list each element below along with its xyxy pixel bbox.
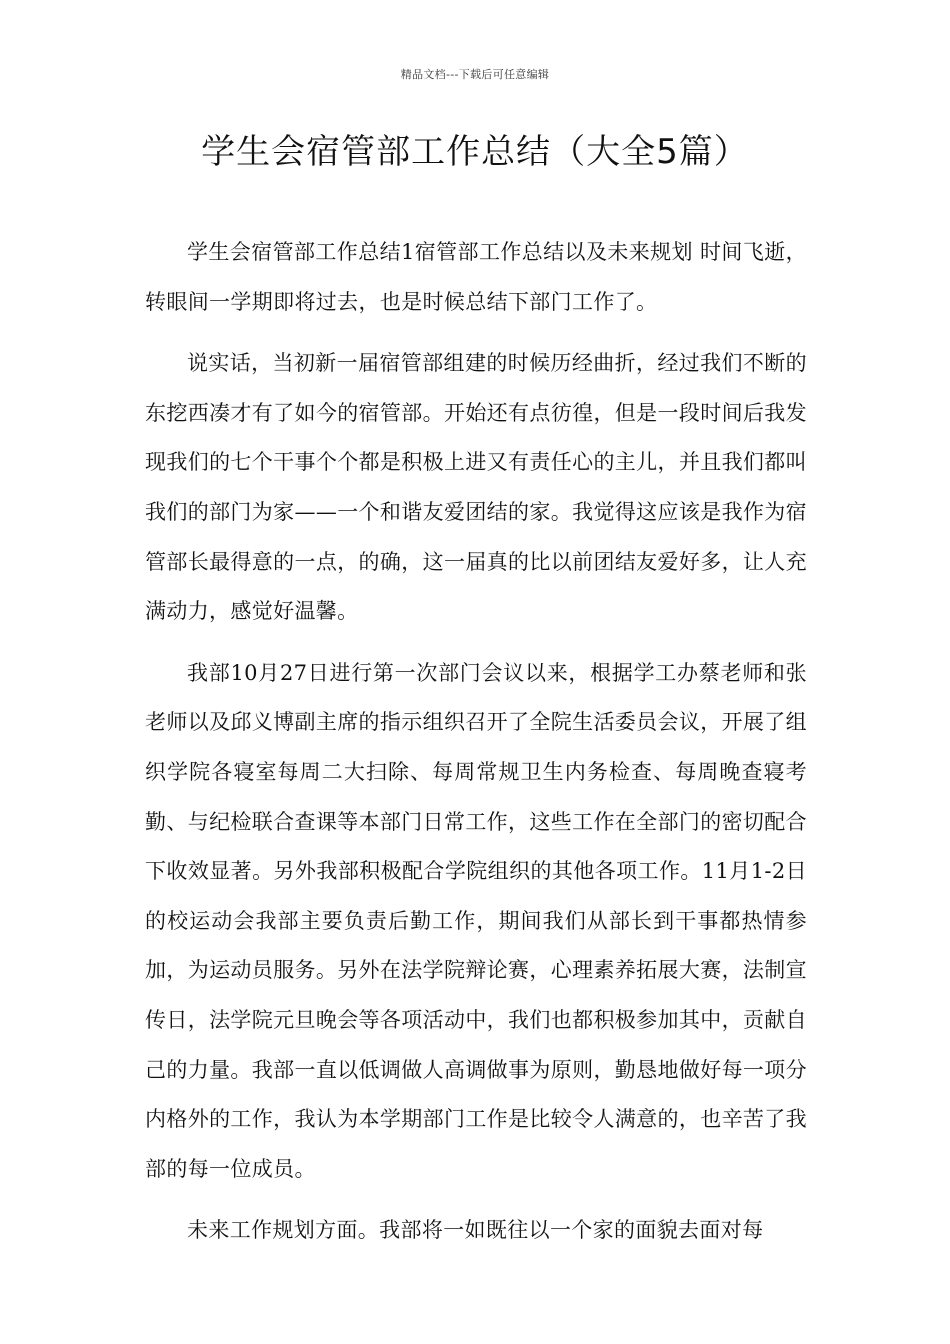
paragraph-2: 说实话，当初新一届宿管部组建的时候历经曲折，经过我们不断的东挖西凑才有了如今的宿管部。开始还有点彷徨，但是一段时间后我发现我们的七个干事个个都是积极上进又有责任心的主儿，并且我们都叫我们的部门为家——一个和谐友爱团结的家。我觉得这应该是我作为宿管部长最得意的一点，的确，这一届真的比以前团结友爱好多，让人充满动力，感觉好温馨。 [145, 351, 807, 624]
header-note: 精品文档---下载后可任意编辑 [400, 68, 550, 81]
paragraph-4: 未来工作规划方面。我部将一如既往以一个家的面貌去面对每 [187, 1218, 764, 1243]
paragraph-1: 学生会宿管部工作总结1宿管部工作总结以及未来规划 时间飞逝，转眼间一学期即将过去，也是时候总结下部门工作了。 [145, 240, 807, 314]
document-body [145, 228, 807, 1268]
paragraph-3: 我部10月27日进行第一次部门会议以来，根据学工办蔡老师和张老师以及邱义博副主席的指示组织召开了全院生活委员会议，开展了组织学院各寝室每周二大扫除、每周常规卫生内务检查、每周晚查寝考勤、与纪检联合查课等本部门日常工作，这些工作在全部门的密切配合下收效显著。另外我部积极配合学院组织的其他各项工作。11月1-2日的校运动会我部主要负责后勤工作，期间我们从部长到干事都热情参加，为运动员服务。另外在法学院辩论赛，心理素养拓展大赛，法制宣传日，法学院元旦晚会等各项活动中，我们也都积极参加其中，贡献自己的力量。我部一直以低调做人高调做事为原则，勤恳地做好每一项分内格外的工作，我认为本学期部门工作是比较令人满意的，也辛苦了我部的每一位成员。 [145, 660, 807, 1181]
document-title: 学生会宿管部工作总结（大全5篇） [201, 132, 749, 172]
